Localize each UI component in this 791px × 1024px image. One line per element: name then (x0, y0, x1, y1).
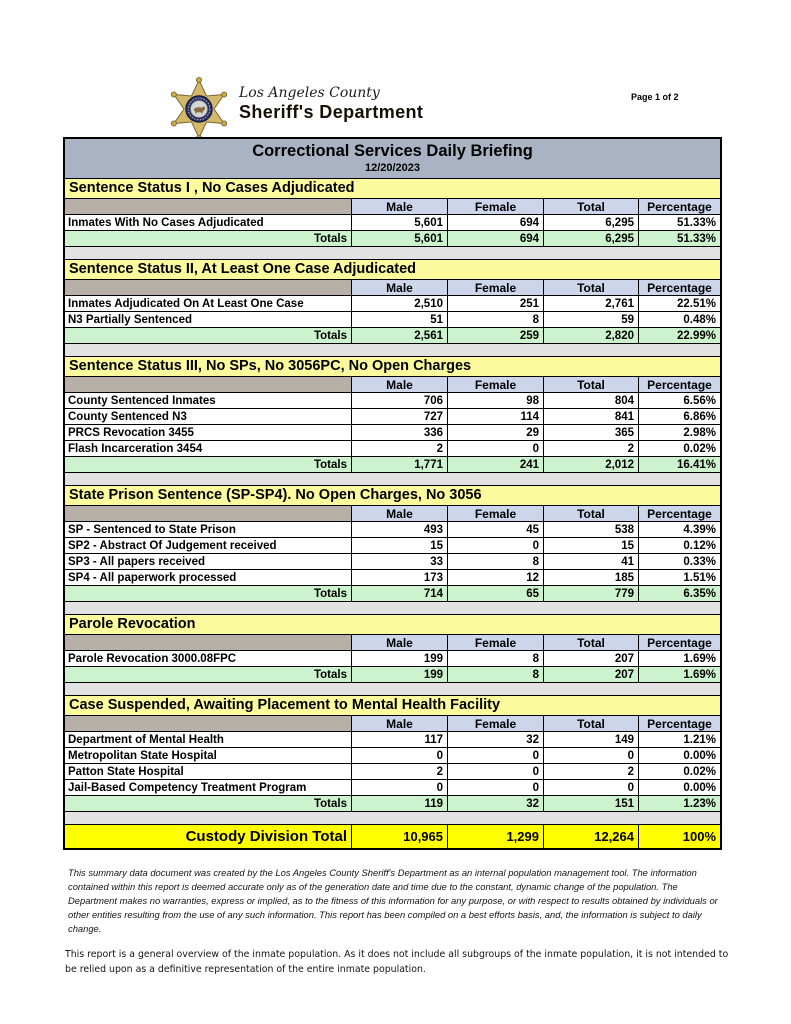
row-value: 0 (447, 538, 543, 553)
totals-value: 65 (447, 586, 543, 601)
row-value: 15 (351, 538, 447, 553)
totals-value: 694 (447, 231, 543, 246)
row-value: 694 (447, 215, 543, 230)
row-value: 6.56% (638, 393, 720, 408)
totals-value: 259 (447, 328, 543, 343)
totals-row (65, 457, 720, 473)
row-value: 336 (351, 425, 447, 440)
column-header-blank (65, 506, 351, 521)
row-value: 173 (351, 570, 447, 585)
totals-label: Totals (65, 667, 351, 682)
column-header-total: Total (543, 377, 638, 392)
column-header-male: Male (351, 377, 447, 392)
row-value: 29 (447, 425, 543, 440)
totals-value: 207 (543, 667, 638, 682)
table-row (65, 732, 720, 748)
column-header-blank (65, 199, 351, 214)
column-header-female: Female (447, 635, 543, 650)
totals-label: Totals (65, 796, 351, 811)
row-value: 2.98% (638, 425, 720, 440)
row-value: 538 (543, 522, 638, 537)
section-header-sentence-status-i: Sentence Status I , No Cases Adjudicated (65, 179, 720, 199)
row-value: 0.33% (638, 554, 720, 569)
table-row (65, 393, 720, 409)
row-value: 0.00% (638, 780, 720, 795)
row-value: 2 (351, 764, 447, 779)
section-header-sentence-status-ii: Sentence Status II, At Least One Case Adjudicated (65, 260, 720, 280)
page-indicator: Page 1 of 2 (631, 92, 679, 102)
grand-total-label: Custody Division Total (185, 828, 347, 845)
totals-value: 22.99% (638, 328, 720, 343)
table-row (65, 441, 720, 457)
totals-value: 2,012 (543, 457, 638, 472)
row-label: Flash Incarceration 3454 (65, 441, 351, 456)
section-spacer (65, 473, 720, 486)
row-value: 59 (543, 312, 638, 327)
totals-value: 32 (447, 796, 543, 811)
totals-value: 2,561 (351, 328, 447, 343)
letterhead-text (239, 85, 423, 123)
totals-row (65, 231, 720, 247)
column-header-female: Female (447, 199, 543, 214)
row-label: SP2 - Abstract Of Judgement received (65, 538, 351, 553)
column-header-total: Total (543, 280, 638, 295)
column-header-total: Total (543, 199, 638, 214)
totals-label: Totals (65, 457, 351, 472)
row-value: 493 (351, 522, 447, 537)
row-value: 0.02% (638, 441, 720, 456)
table-row (65, 651, 720, 667)
row-label: Patton State Hospital (65, 764, 351, 779)
row-value: 8 (447, 651, 543, 666)
row-value: 22.51% (638, 296, 720, 311)
table-row (65, 522, 720, 538)
row-label: SP4 - All paperwork processed (65, 570, 351, 585)
totals-label: Totals (65, 328, 351, 343)
row-label: Inmates With No Cases Adjudicated (65, 215, 351, 230)
row-value: 2,761 (543, 296, 638, 311)
row-value: 185 (543, 570, 638, 585)
column-header-row (65, 635, 720, 651)
row-value: 365 (543, 425, 638, 440)
column-header-blank (65, 716, 351, 731)
totals-label: Totals (65, 231, 351, 246)
column-header-female: Female (447, 506, 543, 521)
disclaimer-paragraph: This summary data document was created by the Los Angeles County Sheriff's Department as an internal population management tool. The information contained within this report is deemed accurate only as of the generation date and time due to the constant, dynamic change of the population. The Department makes no warranties, express or implied, as to the fitness of this information for any purpose, or with respect to results obtained by individuals or other entities resulting from the use of any such information. This report has been compiled on a best efforts basis, and, the information is subject to daily change. (68, 867, 718, 935)
table-row (65, 296, 720, 312)
column-header-male: Male (351, 199, 447, 214)
row-value: 32 (447, 732, 543, 747)
table-row (65, 554, 720, 570)
row-label: Parole Revocation 3000.08FPC (65, 651, 351, 666)
column-header-blank (65, 635, 351, 650)
row-value: 51 (351, 312, 447, 327)
column-header-total: Total (543, 716, 638, 731)
sheriff-star-icon (167, 76, 231, 140)
totals-value: 119 (351, 796, 447, 811)
sections-container (65, 179, 720, 825)
column-header-percentage: Percentage (638, 506, 720, 521)
totals-value: 5,601 (351, 231, 447, 246)
section-header-sentence-status-iii: Sentence Status III, No SPs, No 3056PC, No Open Charges (65, 357, 720, 377)
overview-note-paragraph: This report is a general overview of the inmate population. As it does not include all subgroups of the inmate population, it is not intended to be relied upon as a definitive representation of the entire inmate population. (65, 949, 729, 975)
row-label: County Sentenced N3 (65, 409, 351, 424)
table-row (65, 748, 720, 764)
totals-value: 714 (351, 586, 447, 601)
totals-row (65, 667, 720, 683)
row-value: 2 (543, 441, 638, 456)
row-value: 1.69% (638, 651, 720, 666)
row-value: 0 (447, 441, 543, 456)
row-value: 0 (447, 748, 543, 763)
table-row (65, 570, 720, 586)
grand-total-female: 1,299 (447, 825, 543, 848)
totals-value: 2,820 (543, 328, 638, 343)
column-header-percentage: Percentage (638, 377, 720, 392)
row-value: 51.33% (638, 215, 720, 230)
row-label: N3 Partially Sentenced (65, 312, 351, 327)
section-spacer (65, 247, 720, 260)
table-row (65, 215, 720, 231)
column-header-male: Male (351, 280, 447, 295)
column-header-blank (65, 377, 351, 392)
row-value: 0 (447, 780, 543, 795)
table-row (65, 780, 720, 796)
column-header-percentage: Percentage (638, 280, 720, 295)
table-row (65, 764, 720, 780)
report-title: Correctional Services Daily Briefing (252, 142, 533, 160)
column-header-row (65, 280, 720, 296)
totals-value: 16.41% (638, 457, 720, 472)
logo-department-text: Sheriff's Department (239, 102, 424, 122)
totals-value: 1.69% (638, 667, 720, 682)
row-value: 0 (543, 748, 638, 763)
totals-value: 8 (447, 667, 543, 682)
row-value: 0 (351, 780, 447, 795)
section-spacer (65, 812, 720, 825)
row-value: 727 (351, 409, 447, 424)
section-spacer (65, 683, 720, 696)
row-value: 207 (543, 651, 638, 666)
totals-value: 1,771 (351, 457, 447, 472)
row-value: 0.02% (638, 764, 720, 779)
totals-row (65, 328, 720, 344)
row-value: 0.12% (638, 538, 720, 553)
row-label: Inmates Adjudicated On At Least One Case (65, 296, 351, 311)
row-value: 0 (447, 764, 543, 779)
totals-row (65, 796, 720, 812)
row-value: 199 (351, 651, 447, 666)
column-header-row (65, 377, 720, 393)
section-spacer (65, 344, 720, 357)
totals-value: 6.35% (638, 586, 720, 601)
row-value: 8 (447, 554, 543, 569)
row-label: Department of Mental Health (65, 732, 351, 747)
totals-value: 151 (543, 796, 638, 811)
grand-total-total: 12,264 (543, 825, 638, 848)
column-header-female: Female (447, 280, 543, 295)
row-value: 6.86% (638, 409, 720, 424)
row-value: 5,601 (351, 215, 447, 230)
column-header-male: Male (351, 716, 447, 731)
row-value: 41 (543, 554, 638, 569)
report-date: 12/20/2023 (364, 162, 421, 174)
column-header-female: Female (447, 377, 543, 392)
row-label: County Sentenced Inmates (65, 393, 351, 408)
row-label: PRCS Revocation 3455 (65, 425, 351, 440)
table-row (65, 409, 720, 425)
row-label: SP3 - All papers received (65, 554, 351, 569)
row-value: 1.51% (638, 570, 720, 585)
column-header-male: Male (351, 635, 447, 650)
row-label: SP - Sentenced to State Prison (65, 522, 351, 537)
section-header-state-prison-sentence: State Prison Sentence (SP-SP4). No Open Charges, No 3056 (65, 486, 720, 506)
column-header-female: Female (447, 716, 543, 731)
row-value: 117 (351, 732, 447, 747)
row-value: 2 (543, 764, 638, 779)
column-header-percentage: Percentage (638, 635, 720, 650)
row-value: 15 (543, 538, 638, 553)
row-value: 114 (447, 409, 543, 424)
row-value: 4.39% (638, 522, 720, 537)
column-header-percentage: Percentage (638, 716, 720, 731)
row-value: 98 (447, 393, 543, 408)
totals-row (65, 586, 720, 602)
section-header-case-suspended-mental-health: Case Suspended, Awaiting Placement to Mental Health Facility (65, 696, 720, 716)
row-value: 841 (543, 409, 638, 424)
row-value: 2,510 (351, 296, 447, 311)
briefing-report-table (63, 137, 722, 850)
row-value: 0 (543, 780, 638, 795)
grand-total-male: 10,965 (351, 825, 447, 848)
column-header-total: Total (543, 635, 638, 650)
column-header-male: Male (351, 506, 447, 521)
row-value: 45 (447, 522, 543, 537)
report-title-bar (65, 139, 720, 179)
row-value: 149 (543, 732, 638, 747)
row-value: 33 (351, 554, 447, 569)
totals-value: 51.33% (638, 231, 720, 246)
totals-value: 1.23% (638, 796, 720, 811)
row-value: 6,295 (543, 215, 638, 230)
table-row (65, 538, 720, 554)
row-value: 251 (447, 296, 543, 311)
row-value: 0.48% (638, 312, 720, 327)
row-value: 2 (351, 441, 447, 456)
row-value: 12 (447, 570, 543, 585)
column-header-row (65, 506, 720, 522)
row-value: 8 (447, 312, 543, 327)
table-row (65, 425, 720, 441)
row-value: 706 (351, 393, 447, 408)
row-label: Metropolitan State Hospital (65, 748, 351, 763)
totals-value: 779 (543, 586, 638, 601)
logo-county-text: Los Angeles County (239, 85, 380, 101)
column-header-blank (65, 280, 351, 295)
column-header-total: Total (543, 506, 638, 521)
custody-division-total-row (65, 825, 720, 848)
row-value: 0 (351, 748, 447, 763)
table-row (65, 312, 720, 328)
column-header-row (65, 199, 720, 215)
grand-total-percentage: 100% (638, 825, 720, 848)
row-value: 1.21% (638, 732, 720, 747)
section-spacer (65, 602, 720, 615)
totals-value: 241 (447, 457, 543, 472)
totals-value: 199 (351, 667, 447, 682)
column-header-row (65, 716, 720, 732)
totals-label: Totals (65, 586, 351, 601)
row-value: 804 (543, 393, 638, 408)
row-label: Jail-Based Competency Treatment Program (65, 780, 351, 795)
totals-value: 6,295 (543, 231, 638, 246)
row-value: 0.00% (638, 748, 720, 763)
section-header-parole-revocation: Parole Revocation (65, 615, 720, 635)
column-header-percentage: Percentage (638, 199, 720, 214)
